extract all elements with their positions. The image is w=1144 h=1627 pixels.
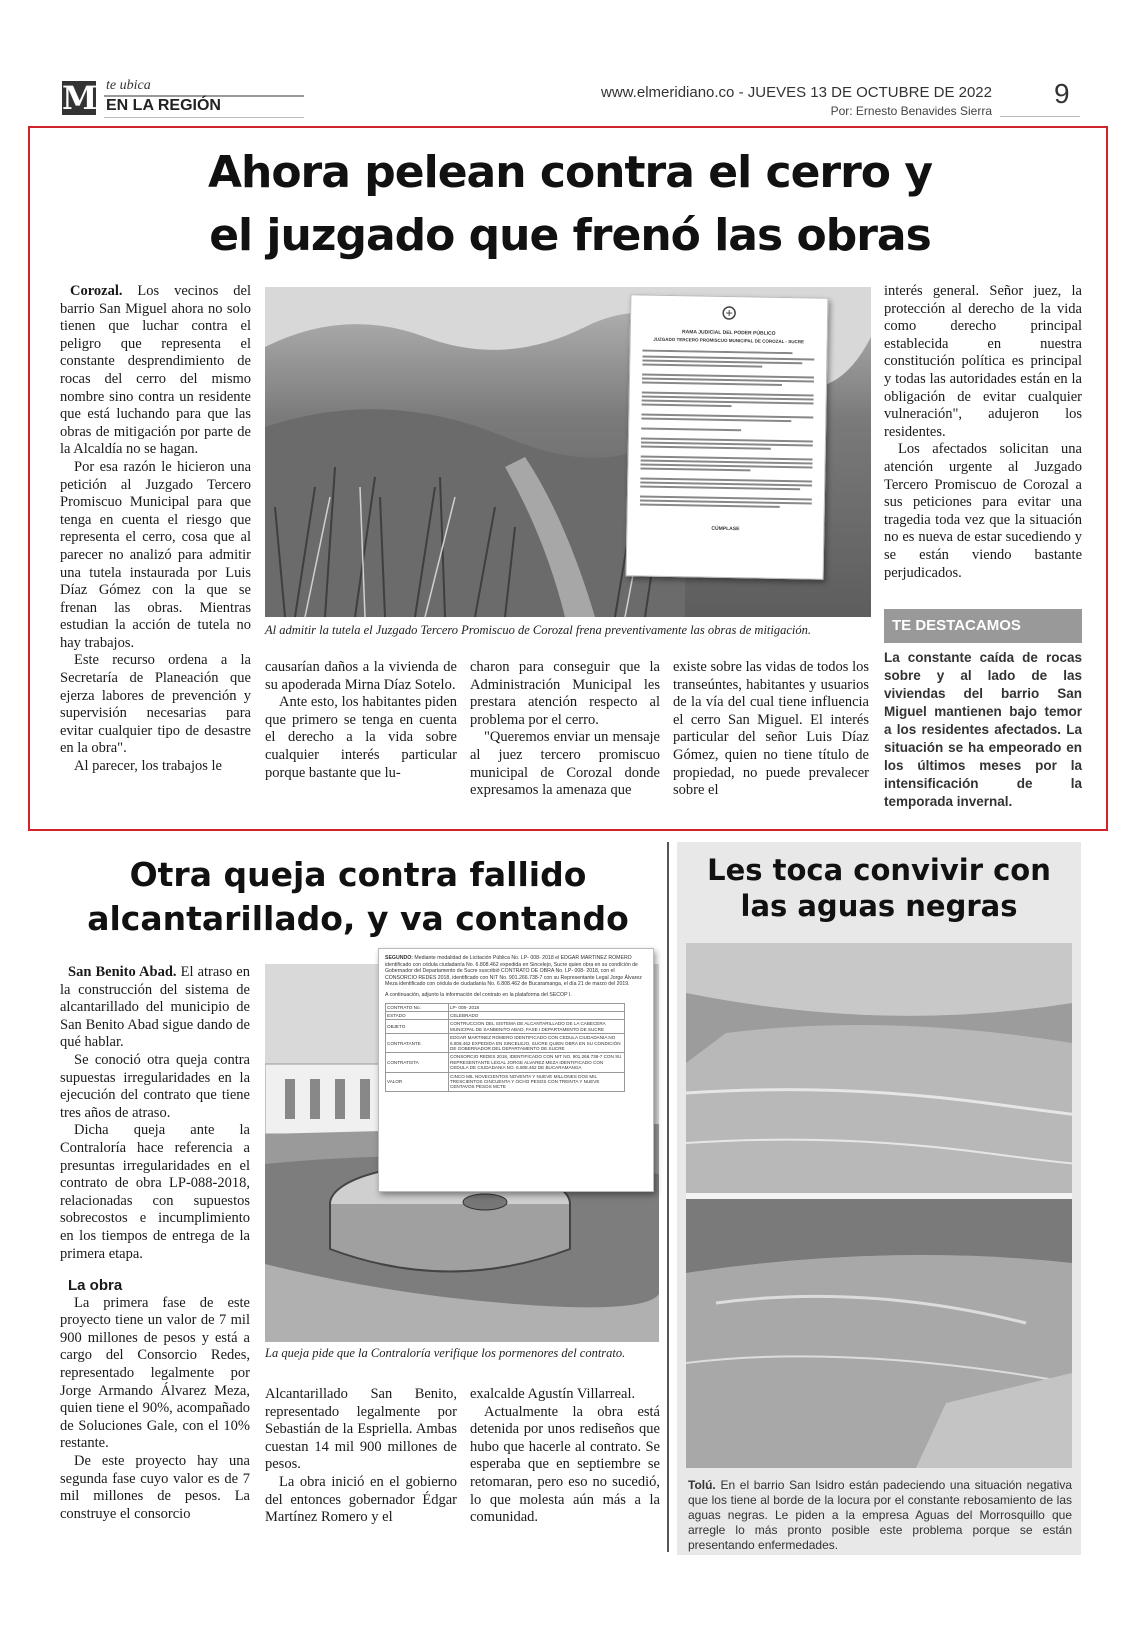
paragraph: Actualmente la obra está detenida por unos rediseños que hubo que hacerle al contrato. Se esperaba que en septiembre se retomaran, pero eso no sucedió, lo que molesta aún más a la comunidad.: [470, 1403, 660, 1526]
caption-text: En el barrio San Isidro están padeciendo una situación negativa que los tiene al borde de la locura por el constante rebosamiento de las aguas negras. Le piden a la empresa Aguas del Morrosquillo que arregle lo más pronto posible este problema porque se están presentando enfermedades.: [688, 1478, 1072, 1552]
table-row: CONTRATISTA CONSORCIO REDES 2018, IDENTIFICADO CON NIT NO. 901.266.738-7 CON SU REPRESENTANTE LEGAL JORGE ALVAREZ MEZA IDENTIFICADO CON CEDULA DE CIUDADANIA NO. 6.808.462 DE BUCARAMANGA: [386, 1053, 625, 1072]
paragraph: exalcalde Agustín Villarreal.: [470, 1386, 636, 1402]
paragraph: "Queremos enviar un mensaje al juez tercero promiscuo municipal de Corozal donde expresamos la amenaza que: [470, 729, 660, 799]
article2-column-2: [265, 1386, 457, 1527]
document-footer: CÚMPLASE: [711, 525, 740, 533]
dateline: Corozal.: [70, 283, 123, 299]
dateline: San Benito Abad.: [68, 964, 177, 980]
page-number: 9: [1054, 78, 1070, 109]
photo-caption-2: La queja pide que la Contraloría verifique los pormenores del contrato.: [265, 1346, 626, 1360]
paragraph: Se conoció otra queja contra supuestas irregularidades en la ejecución del contrato que tiene tres años de atraso.: [60, 1051, 250, 1121]
article3-caption: [688, 1478, 1072, 1553]
article3-headline-line-2: las aguas negras: [740, 889, 1018, 923]
newspaper-logo: M: [62, 79, 98, 117]
table-row: CONTRATO No. LP- 008- 2018: [386, 1003, 625, 1011]
paragraph: Al parecer, los trabajos le: [74, 758, 222, 775]
paragraph: La obra inició en el gobierno del entonces gobernador Édgar Martínez Romero y el: [265, 1473, 457, 1526]
section-tagline: te ubica: [106, 78, 151, 93]
table-row: VALOR CINCO MIL NOVECIENTOS NOVENTA Y NUEVE MILLONES DOS MIL TRESCIENTOS CINCUENTA Y OCHO PESOS CON TREINTA Y NUEVE CENTAVOS PESOS MCTE: [386, 1072, 625, 1091]
paragraph: Ante esto, los habitantes piden que primero se tenga en cuenta el derecho a la vida sobre cualquier interés particular porque bastante que lu-: [265, 694, 457, 781]
column-divider: [667, 842, 669, 1552]
paragraph: Los afectados solicitan una atención urgente al Juzgado Tercero Promiscuo de Corozal a sus peticiones para evitar una tragedia toda vez que la situación no es nueva de estar sucediendo y se están viendo bastante perjudicados.: [884, 441, 1082, 581]
article1-column-1: [60, 283, 251, 776]
paragraph: Este recurso ordena a la Secretaría de Planeación que ejerza labores de prevención y supervisión necesarias para evitar cualquier tipo de desastre en la obra".: [60, 652, 251, 757]
photo-caption: Al admitir la tutela el Juzgado Tercero Promiscuo de Corozal frena preventivamente las obras de mitigación.: [265, 623, 812, 637]
contract-document: [378, 948, 654, 1192]
page-date-line: www.elmeridiano.co - JUEVES 13 DE OCTUBRE DE 2022: [601, 84, 992, 101]
te-destacamos-text: La constante caída de rocas sobre y al lado de las viviendas del barrio San Miguel mantienen bajo temor a los residentes afectados. La situación se ha empeorado en los últimos meses por la intensificación de la temporada invernal.: [884, 650, 1082, 809]
paragraph: De este proyecto hay una segunda fase cuyo valor es de 7 mil millones de pesos. La construye el consorcio: [60, 1453, 250, 1522]
article2-headline-line-1: Otra queja contra fallido: [129, 855, 587, 894]
table-row: OBJETO CONTRUCCION DEL SISTEMA DE ALCANTARILLADO DE LA CABECERA MUNICIPAL DE SANBENITO ABAD, FASE I DEPARTAMENTO DE SUCRE: [386, 1020, 625, 1034]
document-subheader: JUZGADO TERCERO PROMISCUO MUNICIPAL DE COROZAL - SUCRE: [653, 336, 805, 345]
table-row: ESTADO CELEBRADO: [386, 1011, 625, 1019]
contract-table: [385, 1003, 625, 1092]
article2-column-3: [470, 1386, 660, 1527]
paragraph: charon para conseguir que la Administración Municipal les prestara atención respecto al problema por el cerro.: [470, 659, 660, 728]
te-destacamos-heading: TE DESTACAMOS: [884, 609, 1082, 643]
section-title: EN LA REGIÓN: [106, 97, 221, 114]
headline-line-2: el juzgado que frenó las obras: [209, 210, 931, 261]
paragraph: causarían daños a la vivienda de su apoderada Mirna Díaz Sotelo.: [265, 659, 457, 693]
article1-column-3: [470, 659, 660, 800]
court-document: [626, 294, 829, 579]
paragraph: Dicha queja ante la Contraloría hace referencia a presuntas irregularidades en el contrato de obra LP-088-2018, relacionadas con supuestos sobrecostos e incumplimiento en los tiempos de entrega de la primera etapa.: [60, 1122, 250, 1262]
sewage-water-image: [686, 943, 1072, 1468]
paragraph: Alcantarillado San Benito, representado legalmente por Sebastián de la Espriella. Ambas cuestan 14 mil 900 millones de pesos.: [265, 1386, 457, 1473]
paragraph: Los vecinos del barrio San Miguel ahora no solo tienen que luchar contra el peligro que representa el constante desprendimiento de rocas del cerro del mismo nombre sino contra un residente que está luchando para que las obras de mitigación por parte de la Alcaldía no se hagan.: [60, 283, 251, 458]
article2-column-1: [60, 964, 250, 1523]
dateline: Tolú.: [688, 1478, 716, 1492]
headline-line-1: Ahora pelean contra el cerro y: [207, 147, 933, 198]
contract-intro: SEGUNDO: Mediante modalidad de Licitación Pública No. LP- 008- 2018 el EDGAR MARTINEZ ROMERO identificado con cédula ciudadanía No. 6.808.462 expedida en Sincelejo, Sucre quien obra en su condición de Gobernador del Departamento de Sucre suscribió CONTRATO DE OBRA No. LP- 008- 2018, con el CONSORCIO REDES 2018, identificado con NIT No. 901.266.738-7 con su Representante Legal Jorge Álvarez Meza identificado con cédula de ciudadanía No. 6.808.462 de Bucaramanga, el día 21 de marzo del 2019.: [385, 955, 642, 988]
article1-column-2: [265, 659, 457, 782]
table-row: CONTRATANTE EDGAR MARTINEZ ROMERO IDENTIFICADO CON CEDULA CIUDADANIA NO 6.808.462 EXPEDIDA EN SINCELEJO, SUCRE QUIEN OBRA EN SU CONDICIÓN DE GOBERNADOR DEL DEPARTAMENTO DE SUCRE: [386, 1034, 625, 1053]
article1-column-4: [673, 659, 869, 800]
page-number-rule: [1000, 116, 1080, 117]
paragraph: Por esa razón le hicieron una petición al Juzgado Tercero Promiscuo Municipal para que tenga en cuenta el riesgo que representa el cerro, cosa que al parecer no analizó para admitir una tutela instaurada por Luis Díaz Gómez con la que se frenan las obras. Mientras estudian la acción de tutela no hay trabajos.: [60, 458, 251, 651]
paragraph: existe sobre las vidas de todos los transeúntes, habitantes y usuarios de la vía del cual tiene influencia el cerro San Miguel. El interés particular del señor Luis Díaz Gómez, quien no tiene título de propiedad, no puede prevalecer sobre el: [673, 659, 869, 799]
paragraph: El atraso en la construcción del sistema de alcantarillado del municipio de San Benito Abad sigue dando de qué hablar.: [60, 964, 250, 1051]
header-rule-bottom: [104, 117, 304, 118]
article2-headline-line-2: alcantarillado, y va contando: [87, 899, 629, 938]
paragraph: interés general. Señor juez, la protección al derecho de la vida como derecho principal establecida en nuestra constitución política es principal y todas las autoridades están en la obligación de evitar cualquier vulneración", adujeron los residentes.: [884, 283, 1082, 440]
flooded-street-photos: [686, 943, 1072, 1468]
byline: Por: Ernesto Benavides Sierra: [830, 104, 992, 118]
contract-note: A continuación, adjunto la información del contrato en la plataforma del SECOP I.: [385, 991, 572, 998]
coat-of-arms-icon: [631, 303, 827, 327]
article1-column-5: [884, 283, 1082, 582]
subheading: La obra: [68, 1277, 123, 1295]
paragraph: La primera fase de este proyecto tiene un valor de 7 mil 900 millones de pesos y está a cargo del Consorcio Redes, representado legalmente por Jorge Armando Álvarez Meza, quien tiene el 90%, acompañado de Soluciones Gale, con el 10% restante.: [60, 1294, 250, 1452]
document-header: RAMA JUDICIAL DEL PODER PÚBLICO: [682, 329, 776, 337]
article3-headline-line-1: Les toca convivir con: [707, 853, 1051, 887]
